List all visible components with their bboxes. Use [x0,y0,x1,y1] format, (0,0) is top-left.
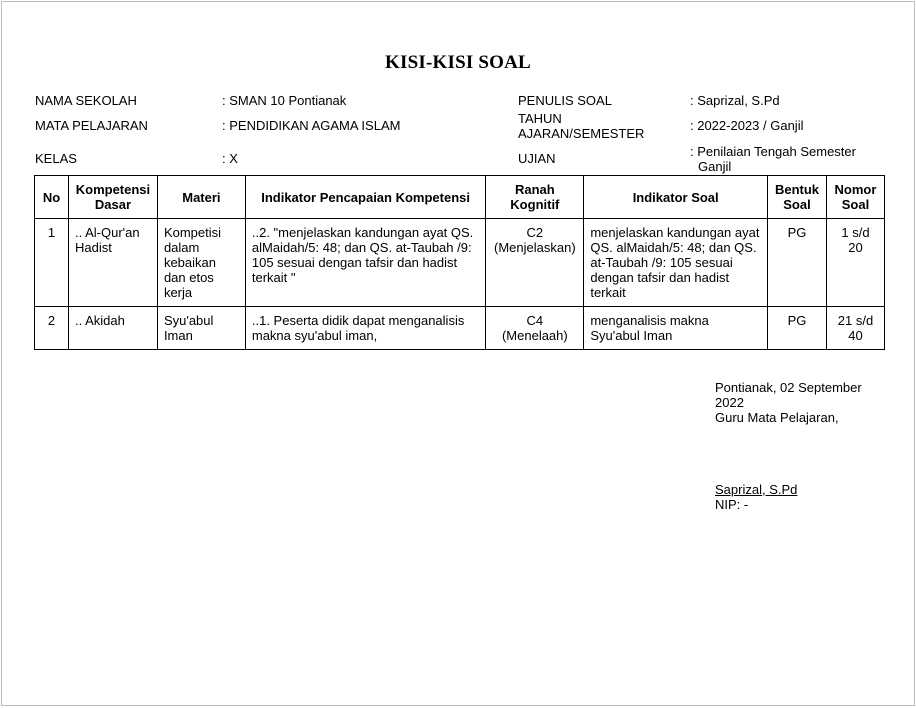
signature-place-date: Pontianak, 02 September 2022 [715,380,862,410]
cell-nomor: 21 s/d 40 [826,307,884,350]
cell-indikator-soal: menganalisis makna Syu'abul Iman [584,307,768,350]
cell-ranah: C2 (Menjelaskan) [486,219,584,307]
col-header-indikator-soal: Indikator Soal [584,176,768,219]
ujian-value-line2: Ganjil [698,159,732,174]
col-header-kd: Kompetensi Dasar [68,176,157,219]
col-header-bentuk: Bentuk Soal [768,176,827,219]
signature-role: Guru Mata Pelajaran, [715,410,839,425]
ujian-value [690,144,856,174]
signature-nip: NIP: - [715,497,749,512]
cell-kd: .. Akidah [68,307,157,350]
document-page [1,1,915,706]
penulis-value: : Saprizal, S.Pd [690,93,780,108]
tahun-value: : 2022-2023 / Ganjil [690,118,804,133]
col-header-ipk: Indikator Pencapaian Kompetensi [245,176,485,219]
col-header-ranah: Ranah Kognitif [486,176,584,219]
cell-materi: Syu'abul Iman [157,307,245,350]
cell-ipk: ..1. Peserta didik dapat menganalisis makna syu'abul iman, [245,307,485,350]
cell-no: 2 [35,307,69,350]
cell-materi: Kompetisi dalam kebaikan dan etos kerja [157,219,245,307]
cell-nomor: 1 s/d 20 [826,219,884,307]
ujian-value-line1: : Penilaian Tengah Semester [690,144,856,159]
tahun-label [518,111,644,141]
kisi-table [34,175,885,350]
mata-pelajaran-label: MATA PELAJARAN [35,118,148,133]
table-header-row [35,176,885,219]
cell-ranah: C4 (Menelaah) [486,307,584,350]
tahun-label-line1: TAHUN [518,111,562,126]
nama-sekolah-label: NAMA SEKOLAH [35,93,137,108]
page-title: KISI-KISI SOAL [385,52,531,73]
cell-indikator-soal: menjelaskan kandungan ayat QS. alMaidah/5: 48; dan QS. at-Taubah /9: 105 sesuai dengan tafsir dan hadist terkait [584,219,768,307]
mata-pelajaran-value: : PENDIDIKAN AGAMA ISLAM [222,118,401,133]
cell-ipk: ..2. "menjelaskan kandungan ayat QS. alMaidah/5: 48; dan QS. at-Taubah /9: 105 sesuai dengan tafsir dan hadist terkait " [245,219,485,307]
nama-sekolah-value: : SMAN 10 Pontianak [222,93,347,108]
cell-kd: .. Al-Qur'an Hadist [68,219,157,307]
signature-name: Saprizal, S.Pd [715,482,798,497]
cell-bentuk: PG [768,307,827,350]
kelas-value: : X [222,151,238,166]
table-row [35,219,885,307]
col-header-nomor: Nomor Soal [826,176,884,219]
cell-no: 1 [35,219,69,307]
kelas-label: KELAS [35,151,77,166]
tahun-label-line2: AJARAN/SEMESTER [518,126,645,141]
cell-bentuk: PG [768,219,827,307]
col-header-no: No [35,176,69,219]
ujian-label: UJIAN [518,151,556,166]
table-row [35,307,885,350]
penulis-label: PENULIS SOAL [518,93,612,108]
col-header-materi: Materi [157,176,245,219]
